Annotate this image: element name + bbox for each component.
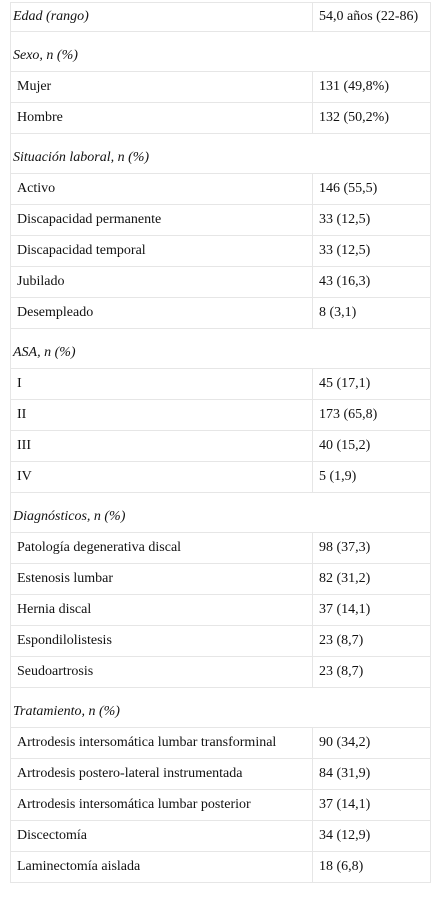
table-row	[11, 626, 431, 657]
row-label: III	[11, 431, 313, 462]
row-label: Jubilado	[11, 267, 313, 298]
table-row	[11, 72, 431, 103]
section-header-row	[11, 143, 431, 174]
row-label: Hernia discal	[11, 595, 313, 626]
row-label: Hombre	[11, 103, 313, 134]
section-header: Diagnósticos, n (%)	[11, 502, 431, 533]
row-value: 84 (31,9)	[313, 759, 431, 790]
table-row	[11, 369, 431, 400]
row-value: 37 (14,1)	[313, 790, 431, 821]
row-label: Artrodesis intersomática lumbar posterior	[11, 790, 313, 821]
table-row	[11, 657, 431, 688]
table-row	[11, 205, 431, 236]
row-value: 5 (1,9)	[313, 462, 431, 493]
row-label: IV	[11, 462, 313, 493]
table-row	[11, 564, 431, 595]
row-value: 33 (12,5)	[313, 236, 431, 267]
section-spacer	[11, 688, 431, 698]
age-label: Edad (rango)	[11, 3, 313, 32]
row-label: Mujer	[11, 72, 313, 103]
section-header-row	[11, 41, 431, 72]
age-value: 54,0 años (22-86)	[313, 3, 431, 32]
section-header-row	[11, 338, 431, 369]
row-label: Discapacidad temporal	[11, 236, 313, 267]
section-header: Tratamiento, n (%)	[11, 697, 431, 728]
table-row	[11, 533, 431, 564]
row-label: Desempleado	[11, 298, 313, 329]
row-value: 45 (17,1)	[313, 369, 431, 400]
section-spacer	[11, 493, 431, 503]
table-row	[11, 236, 431, 267]
demographics-table	[10, 2, 431, 883]
section-spacer	[11, 134, 431, 144]
row-value: 18 (6,8)	[313, 852, 431, 883]
row-label: Artrodesis intersomática lumbar transforminal	[11, 728, 313, 759]
table-row	[11, 298, 431, 329]
table-row	[11, 174, 431, 205]
table-row	[11, 790, 431, 821]
table-row	[11, 431, 431, 462]
row-label: Discectomía	[11, 821, 313, 852]
row-label: Estenosis lumbar	[11, 564, 313, 595]
row-value: 37 (14,1)	[313, 595, 431, 626]
section-spacer	[11, 32, 431, 42]
row-value: 43 (16,3)	[313, 267, 431, 298]
row-label: Espondilolistesis	[11, 626, 313, 657]
table-row	[11, 103, 431, 134]
row-label: I	[11, 369, 313, 400]
row-label: Discapacidad permanente	[11, 205, 313, 236]
table-row	[11, 462, 431, 493]
row-value: 34 (12,9)	[313, 821, 431, 852]
table-row	[11, 728, 431, 759]
table-row	[11, 400, 431, 431]
section-header: Sexo, n (%)	[11, 41, 431, 72]
demographics-table-body	[11, 3, 431, 883]
section-header-row	[11, 697, 431, 728]
row-value: 82 (31,2)	[313, 564, 431, 595]
row-label: II	[11, 400, 313, 431]
row-value: 23 (8,7)	[313, 626, 431, 657]
row-value: 173 (65,8)	[313, 400, 431, 431]
table-row	[11, 267, 431, 298]
section-header: Situación laboral, n (%)	[11, 143, 431, 174]
row-label: Artrodesis postero-lateral instrumentada	[11, 759, 313, 790]
row-value: 98 (37,3)	[313, 533, 431, 564]
section-spacer	[11, 329, 431, 339]
row-label: Seudoartrosis	[11, 657, 313, 688]
row-value: 33 (12,5)	[313, 205, 431, 236]
row-value: 132 (50,2%)	[313, 103, 431, 134]
row-label: Patología degenerativa discal	[11, 533, 313, 564]
table-row	[11, 821, 431, 852]
row-value: 40 (15,2)	[313, 431, 431, 462]
table-row	[11, 595, 431, 626]
section-header-row	[11, 502, 431, 533]
row-value: 146 (55,5)	[313, 174, 431, 205]
section-header: ASA, n (%)	[11, 338, 431, 369]
row-label: Activo	[11, 174, 313, 205]
table-row-age	[11, 3, 431, 32]
row-value: 8 (3,1)	[313, 298, 431, 329]
table-row	[11, 759, 431, 790]
row-value: 90 (34,2)	[313, 728, 431, 759]
row-value: 131 (49,8%)	[313, 72, 431, 103]
row-value: 23 (8,7)	[313, 657, 431, 688]
row-label: Laminectomía aislada	[11, 852, 313, 883]
table-row	[11, 852, 431, 883]
